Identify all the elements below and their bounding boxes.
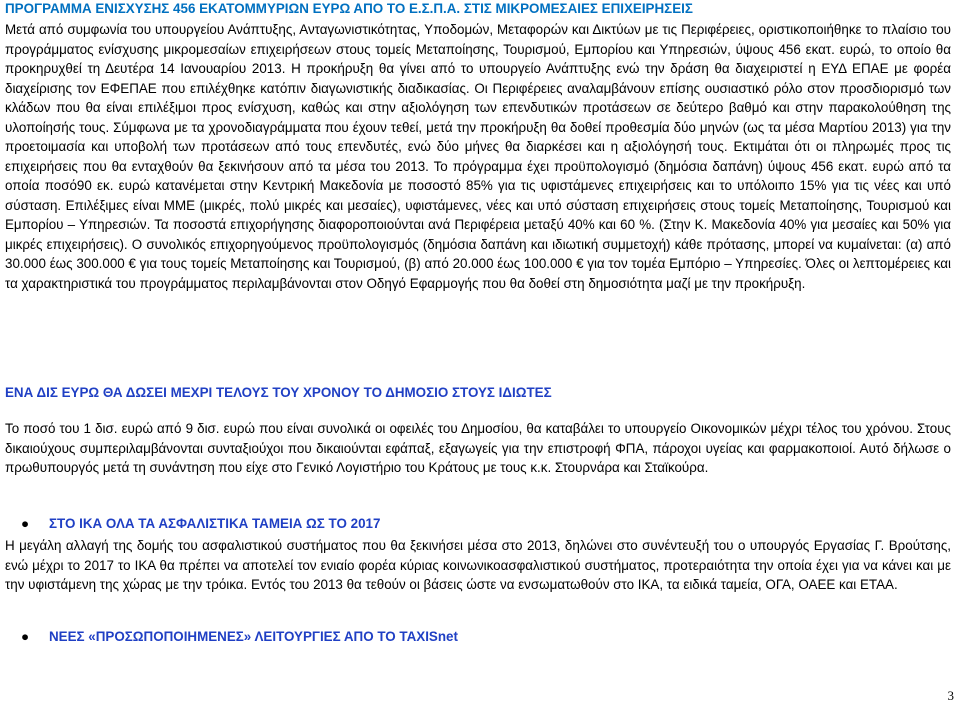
bullet-heading-ika <box>5 515 380 532</box>
paragraph-debts: Το ποσό του 1 δισ. ευρώ από 9 δισ. ευρώ που είναι συνολικά οι οφειλές του Δημοσίου, θα καταβάλει το υπουργείο Οικονομικών μέχρι τέλος του χρόνου. Στους δικαιούχους συμπεριλαμβάνονται συνταξιούχοι που δικαιούνται εφάπαξ, εξαγωγείς για την επιστροφή ΦΠΑ, πάροχοι υγείας και φαρμακοποιοί. Αυτό δήλωσε ο πρωθυπουργός μετά τη συνάντηση που είχε στο Γενικό Λογιστήριο του Κράτους με τους κ.κ. Στουρνάρα και Σταϊκούρα. <box>5 421 951 475</box>
paragraph-ika: Η μεγάλη αλλαγή της δομής του ασφαλιστικού συστήματος που θα ξεκινήσει μέσα στο 2013, δηλώνει στο συνέντευξή του ο υπουργός Εργασίας Γ. Βρούτσης, ενώ μέχρι το 2017 το ΙΚΑ θα πρέπει να αποτελεί τον ενιαίο φορέα κύριας κοινωνικοασφαλιστικού συστήματος, προτεραιότητα την οποία έχει για να κάνει και με την υφιστάμενη της χώρας με την τρόικα. Εντός του 2013 θα τεθούν οι βάσεις ώστε να ενσωματωθούν στο ΙΚΑ, τα ειδικά ταμεία, ΟΓΑ, ΟΑΕΕ και ΕΤΑΑ. <box>5 538 951 592</box>
page-heading: ΠΡΟΓΡΑΜΜΑ ΕΝΙΣΧΥΣΗΣ 456 ΕΚΑΤΟΜΜΥΡΙΩΝ ΕΥΡΩ ΑΠΟ ΤΟ Ε.Σ.Π.Α. ΣΤΙΣ ΜΙΚΡΟΜΕΣΑΙΕΣ ΕΠΙΧΕΙΡΗΣΕΙΣ <box>5 1 693 16</box>
bullet-heading-taxisnet-text: ΝΕΕΣ «ΠΡΟΣΩΠΟΠΟΙΗΜΕΝΕΣ» ΛΕΙΤΟΥΡΓΙΕΣ ΑΠΟ ΤΟ TAXISnet <box>49 629 458 644</box>
page-number: 3 <box>947 688 954 703</box>
bullet-icon: ● <box>21 629 30 644</box>
bullet-heading-taxisnet <box>5 628 458 645</box>
bullet-heading-ika-text: ΣΤΟ ΙΚΑ ΟΛΑ ΤΑ ΑΣΦΑΛΙΣΤΙΚΑ ΤΑΜΕΙΑ ΩΣ ΤΟ 2017 <box>49 516 381 531</box>
section-heading-debts: ΕΝΑ ΔΙΣ ΕΥΡΩ ΘΑ ΔΩΣΕΙ ΜΕΧΡΙ ΤΕΛΟΥΣ ΤΟΥ ΧΡΟΝΟΥ ΤΟ ΔΗΜΟΣΙΟ ΣΤΟΥΣ ΙΔΙΩΤΕΣ <box>5 385 552 400</box>
bullet-icon: ● <box>21 516 30 531</box>
paragraph-programme: Μετά από συμφωνία του υπουργείου Ανάπτυξης, Ανταγωνιστικότητας, Υποδομών, Μεταφορών και Δικτύων με τις Περιφέρειες, οριστικοποιήθηκε το πλαίσιο του προγράμματος ενίσχυσης μικρομεσαίων επιχειρήσεων στους τομείς Μεταποίησης, Τουρισμού, Εμπορίου και Υπηρεσιών, ύψους 456 εκατ. ευρώ, το οποίο θα προκηρυχθεί τη Δευτέρα 14 Ιανουαρίου 2013. Η προκήρυξη θα γίνει από το υπουργείο Ανάπτυξης ενώ την δράση θα διαχειριστεί η ΕΥΔ ΕΠΑΕ με φορέα διαχείρισης τον ΕΦΕΠΑΕ που επιλέχθηκε κατόπιν διαγωνιστικής διαδικασίας. Οι Περιφέρειες αναλαμβάνουν επίσης ουσιαστικό ρόλο στον προσδιορισμό των κλάδων που θα είναι επιλέξιμοι προς ενίσχυση, καθώς και στην αξιολόγηση των επενδυτικών προτάσεων σε δεύτερο βαθμό και στην παρακολούθηση της υλοποίησής τους. Σύμφωνα με τα χρονοδιαγράμματα που έχουν τεθεί, μετά την προκήρυξη θα δοθεί προθεσμία δύο μηνών (ως τα μέσα Μαρτίου 2013) για την προετοιμασία και υποβολή των προτάσεων από τους επενδυτές, ενώ δύο μήνες θα διαρκέσει και η αξιολόγησή τους. Εκτιμάται ότι οι πληρωμές προς τις επιχειρήσεις που θα ενταχθούν θα ξεκινήσουν από τα μέσα του 2013. Το πρόγραμμα έχει προϋπολογισμό (δημόσια δαπάνη) ύψους 456 εκατ. ευρώ από τα οποία ποσό90 εκ. ευρώ κατανέμεται στην Κεντρική Μακεδονία με ποσοστό 85% για τις υφιστάμενες επιχειρήσεις και το υπόλοιπο 15% για τις νέες και υπό σύσταση. Επιλέξιμες είναι ΜΜΕ (μικρές, πολύ μικρές και μεσαίες), υφιστάμενες, νέες και υπό σύσταση επιχειρήσεις στους τομείς Μεταποίησης, Τουρισμού και Εμπορίου – Υπηρεσιών. Τα ποσοστά επιχορήγησης διαφοροποιούνται ανά Περιφέρεια μεταξύ 40% και 60 %. (Στην Κ. Μακεδονία 40% για μεσαίες και 50% για μικρές επιχειρήσεις). Ο συνολικός επιχορηγούμενος προϋπολογισμός (δημόσια δαπάνη και ιδιωτική συμμετοχή) κάθε πρότασης, μπορεί να κυμαίνεται: (α) από 30.000 έως 300.000 € για τους τομείς Μεταποίησης και Τουρισμού, (β) από 20.000 έως 100.000 € για τον τομέα Εμπόριο – Υπηρεσίες. Όλες οι λεπτομέρειες και τα χαρακτηριστικά του προγράμματος περιλαμβάνονται στον Οδηγό Εφαρμογής που θα δοθεί στη δημοσιότητα μαζί με την προκήρυξη. <box>5 22 951 291</box>
